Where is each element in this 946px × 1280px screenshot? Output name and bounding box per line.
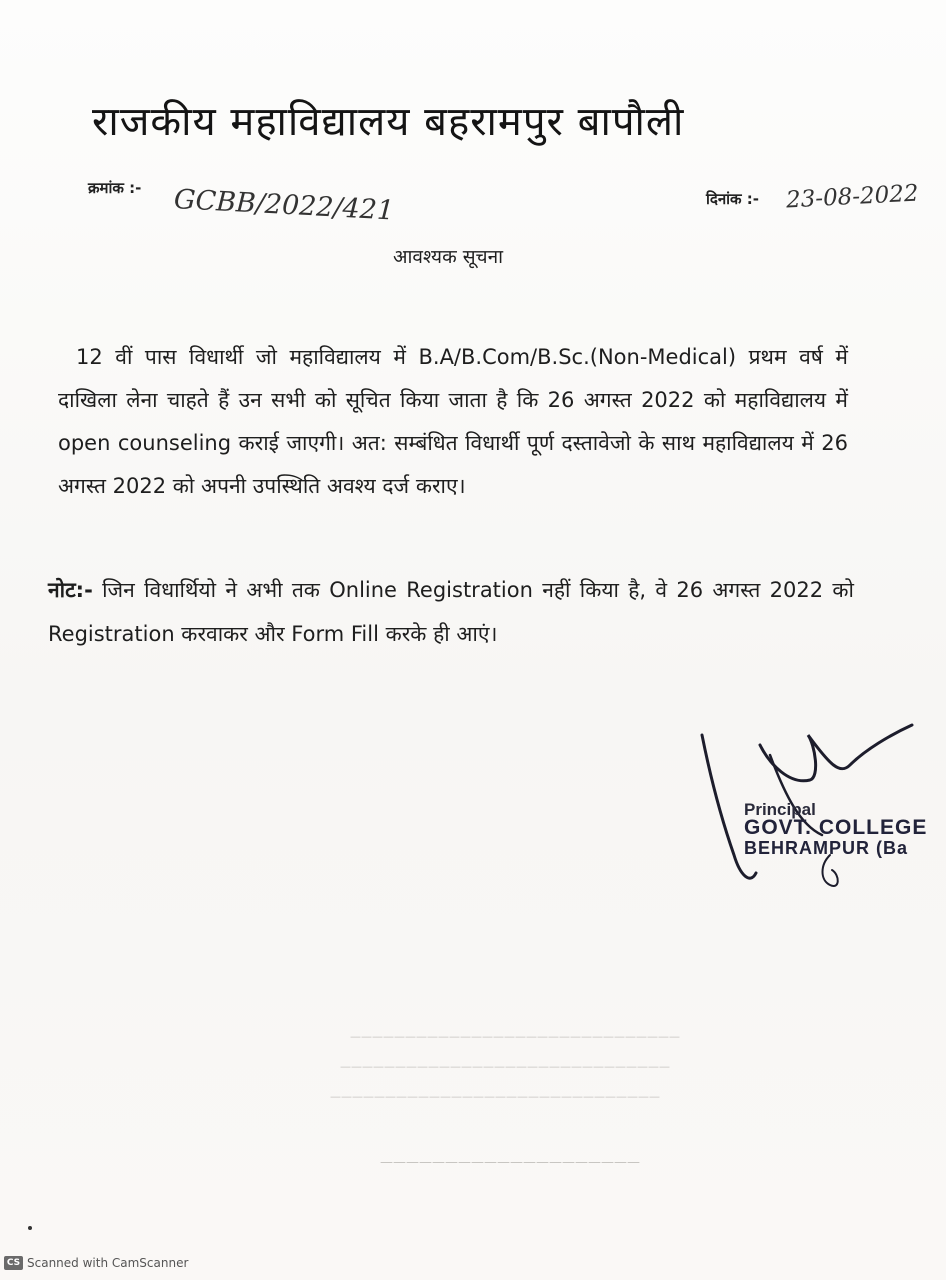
bleed-through-line: ———————————————————— — [380, 1155, 640, 1170]
notice-body-text: 12 वीं पास विधार्थी जो महाविद्यालय में B.A/B.Com/B.Sc.(Non-Medical) प्रथम वर्ष में दाखिला लेना चाहते हैं उन सभी को सूचित किया जाता है कि 26 अगस्त 2022 को महाविद्यालय में open counseling कराई जाएगी। अत: सम्बंधित विधार्थी पूर्ण दस्तावेजो के साथ महाविद्यालय में 26 अगस्त 2022 को अपनी उपस्थिति अवश्य दर्ज कराए। — [58, 345, 848, 498]
principal-stamp — [744, 800, 927, 859]
note-paragraph — [48, 568, 854, 656]
stamp-line-3: BEHRAMPUR (Ba — [744, 838, 909, 858]
note-text: जिन विधार्थियो ने अभी तक Online Registration नहीं किया है, वे 26 अगस्त 2022 को Registration करवाकर और Form Fill करके ही आएं। — [48, 578, 854, 646]
stamp-line-2: GOVT. COLLEGE — [744, 816, 928, 839]
watermark-text: Scanned with CamScanner — [27, 1256, 189, 1270]
note-label: नोट:- — [48, 578, 93, 602]
reference-label: क्रमांक :- — [88, 179, 142, 197]
institution-heading: राजकीय महाविद्यालय बहरामपुर बापौली — [92, 99, 685, 145]
bleed-through-line: —————————————————————————————— — [340, 1060, 670, 1073]
date-label: दिनांक :- — [706, 190, 760, 208]
scan-dot — [28, 1226, 32, 1230]
bleed-through-line: —————————————————————————————— — [350, 1030, 680, 1043]
bleed-through-line: —————————————————————————————— — [330, 1090, 660, 1103]
stamp-line-1: Principal — [744, 800, 816, 819]
reference-number: GCBB/2022/421 — [173, 184, 395, 227]
scanner-watermark — [4, 1256, 188, 1270]
notice-title: आवश्यक सूचना — [393, 246, 504, 268]
camscanner-icon: CS — [4, 1256, 23, 1270]
notice-body — [58, 336, 848, 508]
date-value: 23-08-2022 — [785, 180, 920, 214]
